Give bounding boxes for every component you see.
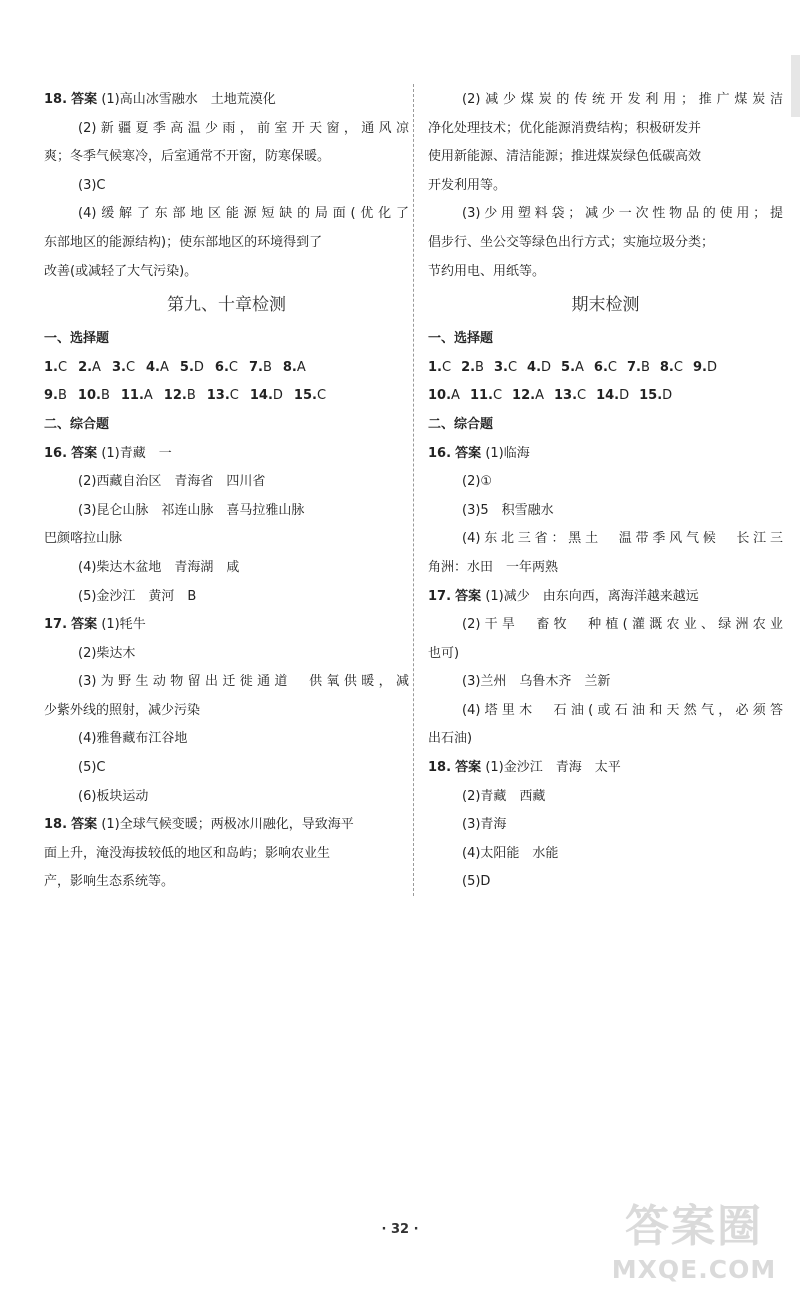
answer-label: 答案: [455, 445, 482, 461]
answer-label: 答案: [455, 588, 482, 604]
answer-line: (4)雅鲁藏布江谷地: [78, 731, 188, 747]
answer-line: 面上升，淹没海拔较低的地区和岛屿；影响农业生: [44, 845, 331, 861]
answer-line: 角洲：水田 一年两熟: [428, 559, 559, 575]
section-heading-choice: 一、选择题: [428, 331, 494, 347]
answer-line: (4)东北三省：黑土 温带季风气候 长江三: [462, 531, 783, 547]
answer-line: (2)新疆夏季高温少雨，前室开天窗，通风凉: [78, 120, 409, 136]
column-divider: [413, 84, 414, 896]
answer-text: (1)高山冰雪融水 土地荒漠化: [101, 92, 276, 107]
answer-label: 答案: [71, 817, 98, 833]
answer-line: (3)C: [78, 177, 106, 193]
answer-label: 答案: [71, 445, 98, 461]
answer-label: 答案: [71, 617, 98, 633]
choice-answers-row-2: 10.A 11.C 12.A 13.C 14.D 15.D: [428, 388, 673, 404]
answer-line: 改善(或减轻了大气污染)。: [44, 263, 198, 279]
choice-answers-row-1: 1.C 2.B 3.C 4.D 5.A 6.C 7.B 8.C 9.D: [428, 359, 717, 375]
question-number: 16.: [44, 445, 68, 461]
answer-line: (6)板块运动: [78, 788, 149, 804]
page-edge-shadow: [791, 55, 800, 117]
answer-line: (5)D: [462, 874, 491, 890]
left-q17-line1: [44, 611, 409, 640]
page-number: · 32 ·: [381, 1222, 419, 1237]
answer-line: (2)干旱 畜牧 种植(灌溉农业、绿洲农业: [462, 617, 783, 633]
answer-line: (3)少用塑料袋；减少一次性物品的使用；提: [462, 206, 783, 222]
right-q16-line1: [428, 440, 783, 469]
answer-label: 答案: [71, 92, 98, 107]
section-heading-comprehensive: 二、综合题: [428, 416, 494, 432]
answer-line: 巴颜喀拉山脉: [44, 531, 123, 547]
left-q18-top-line1: [44, 86, 409, 115]
question-number: 17.: [44, 617, 68, 633]
question-number: 18.: [44, 817, 68, 833]
answer-text: (1)牦牛: [101, 617, 146, 633]
answer-line: (3)昆仑山脉 祁连山脉 喜马拉雅山脉: [78, 502, 305, 518]
left-q16-line1: [44, 440, 409, 469]
answer-line: 也可): [428, 645, 460, 661]
answer-line: 产，影响生态系统等。: [44, 874, 175, 890]
answer-line: (5)金沙江 黄河 B: [78, 588, 197, 604]
question-number: 17.: [428, 588, 452, 604]
right-q17-line1: [428, 583, 783, 612]
answer-text: (1)金沙江 青海 太平: [485, 760, 621, 776]
watermark-text-bottom: MXQE.COM: [611, 1255, 777, 1284]
answer-line: (2)①: [462, 474, 493, 490]
section-heading-choice: 一、选择题: [44, 331, 110, 347]
answer-line: (4)太阳能 水能: [462, 845, 559, 861]
choice-answers-row-1: 1.C 2.A 3.C 4.A 5.D 6.C 7.B 8.A: [44, 359, 306, 375]
question-number: 18.: [44, 92, 68, 107]
answer-text: (1)减少 由东向西，离海洋越来越远: [485, 588, 699, 604]
answer-line: (2)西藏自治区 青海省 四川省: [78, 474, 266, 490]
answer-line: (2)减少煤炭的传统开发利用；推广煤炭洁: [462, 92, 783, 107]
section-heading-comprehensive: 二、综合题: [44, 416, 110, 432]
section-title-ch9-10: 第九、十章检测: [167, 295, 286, 316]
answer-line: (3)为野生动物留出迁徙通道 供氧供暖，减: [78, 674, 409, 690]
answer-text: (1)临海: [485, 445, 530, 461]
answer-line: (4)柴达木盆地 青海湖 咸: [78, 559, 240, 575]
choice-answers-row-2: 9.B 10.B 11.A 12.B 13.C 14.D 15.C: [44, 388, 327, 404]
answer-text: (1)青藏 一: [101, 445, 172, 461]
question-number: 16.: [428, 445, 452, 461]
answer-line: 使用新能源、清洁能源；推进煤炭绿色低碳高效: [428, 149, 702, 165]
left-q18-line1: [44, 811, 409, 840]
section-title-final: 期末检测: [571, 295, 640, 316]
watermark-logo: [588, 1200, 800, 1296]
question-number: 18.: [428, 760, 452, 776]
answer-line: 节约用电、用纸等。: [428, 263, 546, 279]
answer-line: 倡步行、坐公交等绿色出行方式；实施垃圾分类；: [428, 234, 715, 250]
answer-line: (3)兰州 乌鲁木齐 兰新: [462, 674, 611, 690]
answer-line: (3)青海: [462, 817, 507, 833]
answer-line: (2)柴达木: [78, 645, 136, 661]
right-column: [428, 86, 783, 897]
answer-line: (3)5 积雪融水: [462, 502, 554, 518]
watermark-text-top: 答案圈: [625, 1201, 763, 1252]
answer-line: (4)缓解了东部地区能源短缺的局面(优化了: [78, 206, 409, 222]
answer-line: 净化处理技术；优化能源消费结构；积极研发并: [428, 120, 702, 136]
answer-line: (2)青藏 西藏: [462, 788, 546, 804]
right-q18-line1: [428, 754, 783, 783]
answer-line: 开发利用等。: [428, 177, 507, 193]
left-column: [44, 86, 409, 897]
answer-line: (4)塔里木 石油(或石油和天然气，必须答: [462, 702, 783, 718]
answer-line: (5)C: [78, 760, 106, 776]
answer-label: 答案: [455, 760, 482, 776]
answer-line: 出石油): [428, 731, 473, 747]
answer-line: 少紫外线的照射，减少污染: [44, 702, 201, 718]
answer-line: 爽；冬季气候寒冷，后室通常不开窗，防寒保暖。: [44, 149, 331, 165]
answer-line: 东部地区的能源结构)；使东部地区的环境得到了: [44, 234, 323, 250]
answer-text: (1)全球气候变暖；两极冰川融化，导致海平: [101, 817, 354, 833]
